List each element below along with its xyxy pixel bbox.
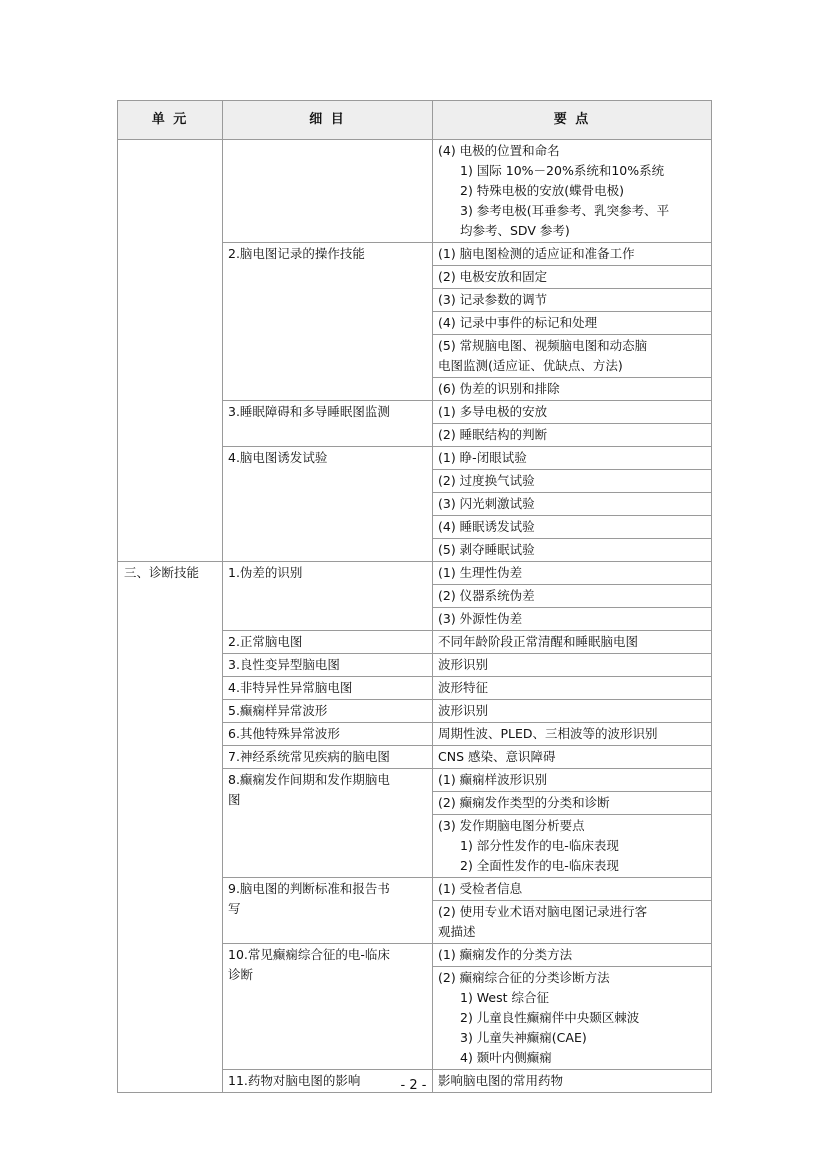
header-unit: 单 元 (118, 101, 223, 140)
point-text: (5) 常规脑电图、视频脑电图和动态脑 (438, 338, 648, 353)
item-cell (223, 769, 433, 878)
item-text: 2.正常脑电图 (228, 634, 303, 649)
item-text: 11.药物对脑电图的影响 (228, 1073, 361, 1088)
point-text: 影响脑电图的常用药物 (438, 1073, 564, 1088)
point-cell (433, 335, 712, 378)
item-text: 图 (228, 792, 241, 807)
item-text: 8.癫痫发作间期和发作期脑电 (228, 772, 390, 787)
item-cell (223, 677, 433, 700)
point-text: (3) 外源性伪差 (438, 611, 523, 626)
point-text: (1) 受检者信息 (438, 881, 523, 896)
point-subtext: 1) 部分性发作的电-临床表现 (460, 838, 619, 853)
table-header-row (118, 101, 712, 140)
point-text: 波形识别 (438, 657, 489, 672)
point-text: (2) 仪器系统伪差 (438, 588, 535, 603)
header-item: 细 目 (223, 101, 433, 140)
item-text: 5.癫痫样异常波形 (228, 703, 328, 718)
point-cell (433, 967, 712, 1070)
point-text: 波形特征 (438, 680, 489, 695)
point-cell (433, 723, 712, 746)
item-text: 6.其他特殊异常波形 (228, 726, 340, 741)
point-subtext: 均参考、SDV 参考) (460, 223, 570, 238)
point-text: (4) 电极的位置和命名 (438, 143, 560, 158)
item-text: 写 (228, 901, 241, 916)
point-cell: (2) 电极安放和固定 (433, 266, 712, 289)
item-text: 7.神经系统常见疾病的脑电图 (228, 749, 390, 764)
point-subtext: 2) 全面性发作的电-临床表现 (460, 858, 619, 873)
point-cell (433, 140, 712, 243)
page-number: - 2 - (400, 1078, 427, 1093)
point-cell (433, 878, 712, 901)
item-cell (223, 654, 433, 677)
item-text: 1.伪差的识别 (228, 565, 303, 580)
point-text: (1) 癫痫发作的分类方法 (438, 947, 573, 962)
item-cell (223, 878, 433, 944)
point-cell: (2) 睡眠结构的判断 (433, 424, 712, 447)
point-subtext: 2) 儿童良性癫痫伴中央颞区棘波 (460, 1010, 640, 1025)
item-cell: 4.脑电图诱发试验 (223, 447, 433, 562)
item-cell (223, 944, 433, 1070)
point-subtext: 1) 国际 10%－20%系统和10%系统 (460, 163, 665, 178)
point-subtext: 3) 参考电极(耳垂参考、乳突参考、平 (460, 203, 670, 218)
point-subtext: 3) 儿童失神癫痫(CAE) (460, 1030, 587, 1045)
item-cell (223, 700, 433, 723)
point-text: 周期性波、PLED、三相波等的波形识别 (438, 726, 658, 741)
header-points: 要 点 (433, 101, 712, 140)
item-cell: 2.脑电图记录的操作技能 (223, 243, 433, 401)
unit-cell: 三、诊断技能 (118, 562, 223, 1093)
point-text: 电图监测(适应证、优缺点、方法) (438, 358, 623, 373)
point-text: 波形识别 (438, 703, 489, 718)
item-text: 10.常见癫痫综合征的电-临床 (228, 947, 390, 962)
point-text: (3) 发作期脑电图分析要点 (438, 818, 585, 833)
point-cell: (4) 睡眠诱发试验 (433, 516, 712, 539)
point-cell (433, 792, 712, 815)
item-cell (223, 562, 433, 631)
item-cell (223, 723, 433, 746)
item-cell (223, 631, 433, 654)
point-subtext: 1) West 综合征 (460, 990, 550, 1005)
point-cell: (3) 记录参数的调节 (433, 289, 712, 312)
syllabus-table (117, 100, 712, 1093)
point-text: (2) 癫痫综合征的分类诊断方法 (438, 970, 610, 985)
point-cell: (3) 闪光刺激试验 (433, 493, 712, 516)
point-cell: (1) 多导电极的安放 (433, 401, 712, 424)
item-text: 3.良性变异型脑电图 (228, 657, 340, 672)
point-cell (433, 746, 712, 769)
point-subtext: 2) 特殊电极的安放(蝶骨电极) (460, 183, 625, 198)
point-cell (433, 608, 712, 631)
point-cell: (1) 睁-闭眼试验 (433, 447, 712, 470)
point-subtext: 4) 颞叶内侧癫痫 (460, 1050, 552, 1065)
item-cell: 3.睡眠障碍和多导睡眠图监测 (223, 401, 433, 447)
item-text: 9.脑电图的判断标准和报告书 (228, 881, 390, 896)
unit-cell-continued (118, 140, 223, 562)
point-cell (433, 700, 712, 723)
point-text: (2) 使用专业术语对脑电图记录进行客 (438, 904, 648, 919)
point-cell: (6) 伪差的识别和排除 (433, 378, 712, 401)
point-cell (433, 585, 712, 608)
point-text: 观描述 (438, 924, 476, 939)
point-cell (433, 654, 712, 677)
point-text: 不同年龄阶段正常清醒和睡眠脑电图 (438, 634, 639, 649)
point-cell: (5) 剥夺睡眠试验 (433, 539, 712, 562)
table-row (118, 562, 712, 585)
point-text: CNS 感染、意识障碍 (438, 749, 556, 764)
point-text: (2) 癫痫发作类型的分类和诊断 (438, 795, 610, 810)
point-text: (1) 癫痫样波形识别 (438, 772, 548, 787)
point-cell (433, 562, 712, 585)
point-cell: (1) 脑电图检测的适应证和准备工作 (433, 243, 712, 266)
point-cell (433, 901, 712, 944)
point-cell: (4) 记录中事件的标记和处理 (433, 312, 712, 335)
point-cell (433, 944, 712, 967)
point-text: (1) 生理性伪差 (438, 565, 523, 580)
point-cell (433, 631, 712, 654)
table-row (118, 140, 712, 243)
item-text: 4.非特异性异常脑电图 (228, 680, 353, 695)
item-cell (223, 140, 433, 243)
point-cell (433, 815, 712, 878)
item-cell (223, 746, 433, 769)
point-cell: (2) 过度换气试验 (433, 470, 712, 493)
item-text: 诊断 (228, 967, 254, 982)
point-cell (433, 677, 712, 700)
point-cell (433, 769, 712, 792)
